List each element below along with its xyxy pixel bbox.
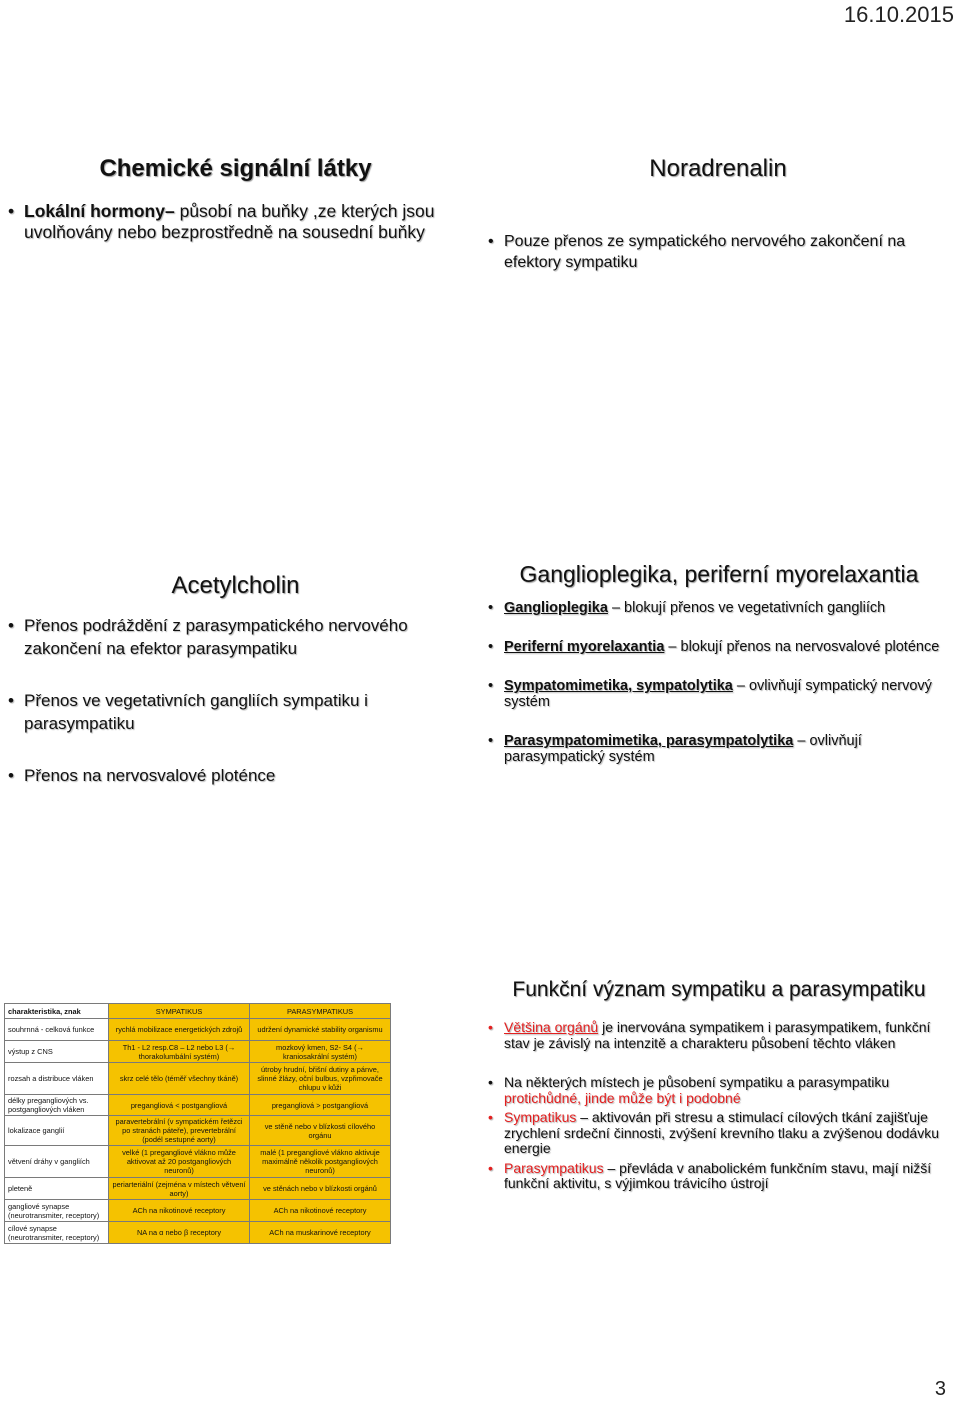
slide-functional-significance: [488, 976, 950, 1192]
bullet-item: [488, 1020, 950, 1051]
bullet-term: Většina orgánů: [504, 1019, 599, 1035]
bullet-item: • Pouze přenos ze sympatického nervového zakončení na efektory sympatiku: [488, 231, 948, 273]
bullet-list: [8, 201, 463, 243]
slide-chemical-signals: [8, 155, 463, 243]
table-row: [5, 1116, 391, 1146]
sympathetic-cell: velké (1 pregangliové vlákno může aktivovat až 20 postgangliových neuronů): [109, 1146, 250, 1178]
bullet-item: [488, 1161, 950, 1192]
parasympathetic-cell: malé (1 pregangliové vlákno aktivuje maximálně několik postgangliových neuronů): [250, 1146, 391, 1178]
sympathetic-cell: rychlá mobilizace energetických zdrojů: [109, 1019, 250, 1041]
table-header-row: [5, 1004, 391, 1019]
column-header: SYMPATIKUS: [109, 1004, 250, 1019]
sympathetic-cell: NA na α nebo β receptory: [109, 1222, 250, 1244]
table-row: [5, 1095, 391, 1116]
sympathetic-cell: ACh na nikotinové receptory: [109, 1200, 250, 1222]
table-row: [5, 1178, 391, 1200]
sympathetic-parasympathetic-table: [4, 1003, 391, 1244]
bullet-item: [488, 733, 950, 765]
slide-comparison-table: [4, 1003, 391, 1244]
slide-title: Ganglioplegika, periferní myorelaxantia: [519, 561, 919, 587]
table-row: [5, 1019, 391, 1041]
bullet-item: [8, 201, 463, 243]
table-row: [5, 1200, 391, 1222]
bullet-list: [488, 231, 948, 273]
table-row: [5, 1041, 391, 1063]
bullet-item: • Přenos podráždění z parasympatického nervového zakončení na efektor parasympatiku: [8, 614, 463, 660]
parasympathetic-cell: mozkový kmen, S2- S4 (→ kraniosakrální systém): [250, 1041, 391, 1063]
row-label-cell: souhrnná - celková funkce: [5, 1019, 109, 1041]
sympathetic-cell: paravertebrální (v sympatickém řetězci po stranách páteře), prevertebrální (podél sestupné aorty): [109, 1116, 250, 1146]
bullet-term: Sympatomimetika, sympatolytika: [504, 678, 733, 694]
slide-title: Acetylcholin: [171, 572, 300, 599]
bullet-list: [8, 614, 463, 787]
bullet-list: [488, 600, 950, 765]
sympathetic-cell: periarteriální (zejména v místech větvení aorty): [109, 1178, 250, 1200]
slide-noradrenalin: [488, 155, 948, 273]
bullet-text: je inervována sympatikem i parasympatikem, funkční stav je závislý na intenzitě a charakteru působení těchto vláken: [504, 1019, 931, 1051]
bullet-term: Ganglioplegika: [504, 600, 608, 616]
column-header: charakteristika, znak: [5, 1004, 109, 1019]
row-label-cell: lokalizace ganglií: [5, 1116, 109, 1146]
slide-title: Chemické signální látky: [99, 155, 372, 182]
bullet-item: • Přenos na nervosvalové ploténce: [8, 764, 463, 787]
row-label-cell: výstup z CNS: [5, 1041, 109, 1063]
slide-title: Funkční význam sympatiku a parasympatiku: [512, 978, 926, 1001]
bullet-item: [488, 1075, 950, 1106]
parasympathetic-cell: pregangliová > postgangliová: [250, 1095, 391, 1116]
table-row: [5, 1146, 391, 1178]
bullet-text: působí na buňky ,ze kterých jsou uvolňovány nebo bezprostředně na sousední buňky: [24, 201, 435, 242]
parasympathetic-cell: ACh na nikotinové receptory: [250, 1200, 391, 1222]
bullet-term: Parasympatikus: [504, 1159, 604, 1176]
parasympathetic-cell: ve stěně nebo v blízkosti cílového orgánu: [250, 1116, 391, 1146]
parasympathetic-cell: udržení dynamické stability organismu: [250, 1019, 391, 1041]
bullet-text: – ovlivňují sympatický nervový systém: [504, 678, 932, 710]
bullet-item: [488, 678, 950, 710]
column-header: PARASYMPATIKUS: [250, 1004, 391, 1019]
sympathetic-cell: pregangliová < postgangliová: [109, 1095, 250, 1116]
bullet-text: – aktivován při stresu a stimulací cílových tkání zajišťuje zrychlení srdeční činnosti, zvýšení krevního tlaku a zvýšenou dodávku energie: [504, 1109, 939, 1156]
bullet-term: Sympatikus: [504, 1109, 577, 1125]
row-label-cell: cílové synapse (neurotransmiter, receptory): [5, 1222, 109, 1244]
bullet-text: Na některých místech je působení sympatiku a parasympatiku: [504, 1074, 890, 1090]
page-number: 3: [934, 1378, 946, 1400]
table-row: [5, 1063, 391, 1095]
bullet-item: [488, 639, 950, 655]
bullet-item: [488, 600, 950, 616]
table-body: [5, 1019, 391, 1244]
slide-title: Noradrenalin: [649, 155, 787, 182]
row-label-cell: pleteně: [5, 1178, 109, 1200]
row-label-cell: délky pregangliových vs. postgangliových vláken: [5, 1095, 109, 1116]
print-date: 16.10.2015: [843, 2, 954, 27]
row-label-cell: rozsah a distribuce vláken: [5, 1063, 109, 1095]
slide-ganglioplegika: [488, 560, 950, 788]
bullet-term: Parasympatomimetika, parasympatolytika: [504, 733, 794, 749]
bullet-text: – převláda v anabolickém funkčním stavu, mají nižší funkční aktivitu, s výjimkou trávicího ústrojí: [504, 1159, 932, 1191]
sympathetic-cell: Th1 - L2 resp.C8 – L2 nebo L3 (→ thorakolumbální systém): [109, 1041, 250, 1063]
bullet-list: [488, 1020, 950, 1192]
bullet-text: – blokují přenos na nervosvalové ploténce: [664, 639, 940, 655]
bullet-term: Periferní myorelaxantia: [504, 639, 665, 655]
bullet-term: Lokální hormony–: [24, 201, 175, 221]
bullet-text: – blokují přenos ve vegetativních gangliích: [607, 600, 886, 616]
parasympathetic-cell: ACh na muskarinové receptory: [250, 1222, 391, 1244]
bullet-item: [488, 1110, 950, 1157]
bullet-item: • Přenos ve vegetativních gangliích sympatiku i parasympatiku: [8, 689, 463, 735]
slide-acetylcholin: [8, 572, 463, 787]
table-row: [5, 1222, 391, 1244]
bullet-text: – ovlivňují parasympatický systém: [504, 733, 862, 765]
sympathetic-cell: skrz celé tělo (téměř všechny tkáně): [109, 1063, 250, 1095]
row-label-cell: gangliové synapse (neurotransmiter, receptory): [5, 1200, 109, 1222]
row-label-cell: větvení dráhy v gangliích: [5, 1146, 109, 1178]
bullet-highlight: protichůdné, jinde může být i podobné: [504, 1089, 741, 1106]
parasympathetic-cell: útroby hrudní, břišní dutiny a pánve, slinné žlázy, oční bulbus, vzpřimovače chlupu v kůži: [250, 1063, 391, 1095]
parasympathetic-cell: ve stěnách nebo v blízkosti orgánů: [250, 1178, 391, 1200]
